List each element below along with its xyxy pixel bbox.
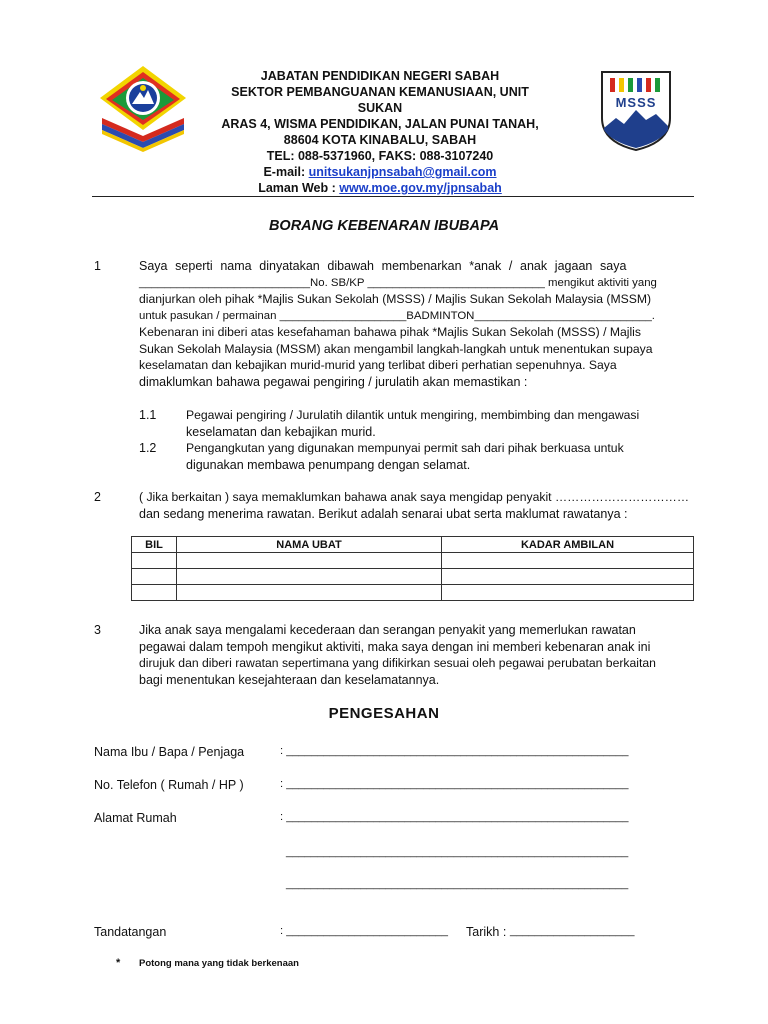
table-cell[interactable] xyxy=(177,553,442,569)
letterhead-line: SEKTOR PEMBANGUANAN KEMANUSIAAN, UNIT SUKAN xyxy=(231,85,529,115)
section-1-line: ___________________________No. SB/KP ____________________________ mengikut aktiviti yang xyxy=(139,276,657,289)
section-3-number: 3 xyxy=(94,623,101,637)
address-field[interactable]: : _______________________________________________________ xyxy=(280,811,629,823)
msss-logo-text: MSSS xyxy=(615,95,657,110)
jpn-sabah-logo xyxy=(96,62,190,154)
table-cell[interactable] xyxy=(177,585,442,601)
section-3-line: Jika anak saya mengalami kecederaan dan serangan penyakit yang memerlukan rawatan xyxy=(139,623,636,637)
header-divider xyxy=(92,196,694,197)
phone-field[interactable]: : _______________________________________________________ xyxy=(280,778,629,790)
subsection-line: digunakan membawa penumpang dengan selamat. xyxy=(186,457,471,472)
pengesahan-title: PENGESAHAN xyxy=(328,705,440,722)
section-3-line: dirujuk dan diberi rawatan sepertimana yang difikirkan sesuai oleh pegawai perubatan berkaitan xyxy=(139,656,656,670)
address-field-line-2[interactable]: _______________________________________________________ xyxy=(286,846,629,858)
table-row xyxy=(132,569,694,585)
letterhead-line: 88604 KOTA KINABALU, SABAH xyxy=(283,133,477,147)
section-2-line: ( Jika berkaitan ) saya memaklumkan bahawa anak saya mengidap penyakit …………………………… xyxy=(139,490,690,504)
table-cell[interactable] xyxy=(132,553,177,569)
phone-label: No. Telefon ( Rumah / HP ) xyxy=(94,778,244,792)
column-header-kadar-ambilan: KADAR AMBILAN xyxy=(442,537,694,553)
table-cell[interactable] xyxy=(442,585,694,601)
table-cell[interactable] xyxy=(132,585,177,601)
column-header-bil: BIL xyxy=(132,537,177,553)
section-1-line: dimaklumkan bahawa pegawai pengiring / jurulatih akan memastikan : xyxy=(139,374,528,389)
table-cell[interactable] xyxy=(442,553,694,569)
parent-name-label: Nama Ibu / Bapa / Penjaga xyxy=(94,745,245,759)
section-1-number: 1 xyxy=(94,259,101,273)
form-title: BORANG KEBENARAN IBUBAPA xyxy=(268,218,500,234)
subsection-line: Pengangkutan yang digunakan mempunyai permit sah dari pihak berkuasa untuk xyxy=(186,441,624,455)
subsection-text xyxy=(186,407,696,440)
subsection-number: 1.2 xyxy=(139,441,157,455)
msss-logo xyxy=(600,70,672,152)
table-cell[interactable] xyxy=(132,569,177,585)
section-1-line: Saya seperti nama dinyatakan dibawah membenarkan *anak / anak jagaan saya xyxy=(139,259,627,273)
letterhead xyxy=(210,68,550,196)
section-2-number: 2 xyxy=(94,490,101,504)
address-label: Alamat Rumah xyxy=(94,811,177,825)
table-cell[interactable] xyxy=(442,569,694,585)
table-row xyxy=(132,585,694,601)
section-3-line: pegawai dalam tempoh mengikut aktiviti, maka saya dengan ini memberi kebenaran anak ini xyxy=(139,639,651,654)
email-label: E-mail: xyxy=(263,165,309,179)
signature-label: Tandatangan xyxy=(94,925,167,939)
section-1-line: dianjurkan oleh pihak *Majlis Sukan Sekolah (MSSS) / Majlis Sukan Sekolah Malaysia (MSSM) xyxy=(139,292,652,306)
table-header-row xyxy=(132,537,694,553)
letterhead-line: ARAS 4, WISMA PENDIDIKAN, JALAN PUNAI TANAH, xyxy=(221,117,539,131)
web-line xyxy=(210,180,550,196)
email-line xyxy=(210,164,550,180)
medication-table xyxy=(131,536,694,601)
section-3-line: bagi menentukan kesejahteraan dan keselamatannya. xyxy=(139,672,440,687)
date-label: Tarikh : xyxy=(466,925,510,939)
section-3-text xyxy=(139,622,699,688)
subsection-line: Pegawai pengiring / Jurulatih dilantik untuk mengiring, membimbing dan mengawasi xyxy=(186,408,640,422)
email-link[interactable]: unitsukanjpnsabah@gmail.com xyxy=(308,165,497,179)
letterhead-line: TEL: 088-5371960, FAKS: 088-3107240 xyxy=(266,149,494,163)
address-field-line-3[interactable]: _______________________________________________________ xyxy=(286,878,629,890)
parent-name-field[interactable]: : _______________________________________________________ xyxy=(280,745,629,757)
section-2-line: dan sedang menerima rawatan. Berikut adalah senarai ubat serta maklumat rawatanya : xyxy=(139,506,628,521)
section-1-line: untuk pasukan / permainan ____________________BADMINTON____________________________. xyxy=(139,309,655,322)
section-1-text xyxy=(139,258,695,390)
table-row xyxy=(132,553,694,569)
table-cell[interactable] xyxy=(177,569,442,585)
website-link[interactable]: www.moe.gov.my/jpnsabah xyxy=(339,181,502,195)
signature-field[interactable]: : __________________________ xyxy=(280,925,448,937)
subsection-text xyxy=(186,440,696,473)
letterhead-line: JABATAN PENDIDIKAN NEGERI SABAH xyxy=(260,69,500,83)
column-header-nama-ubat: NAMA UBAT xyxy=(177,537,442,553)
section-1-line: keselamatan dan kebajikan murid-murid yang terlibat diberi perhatian sepenuhnya. Saya xyxy=(139,358,617,372)
web-label: Laman Web : xyxy=(258,181,340,195)
subsection-line: keselamatan dan kebajikan murid. xyxy=(186,424,376,439)
footnote: Potong mana yang tidak berkenaan xyxy=(139,958,299,969)
section-1-line: Sukan Sekolah Malaysia (MSSM) akan mengambil langkah-langkah untuk menentukan supaya xyxy=(139,341,653,356)
section-1-line: Kebenaran ini diberi atas kesefahaman bahawa pihak *Majlis Sukan Sekolah (MSSS) / Majlis xyxy=(139,325,641,339)
date-field[interactable]: ____________________ xyxy=(510,925,635,937)
subsection-number: 1.1 xyxy=(139,408,157,422)
note-marker: * xyxy=(116,957,121,969)
section-2-text xyxy=(139,489,699,522)
